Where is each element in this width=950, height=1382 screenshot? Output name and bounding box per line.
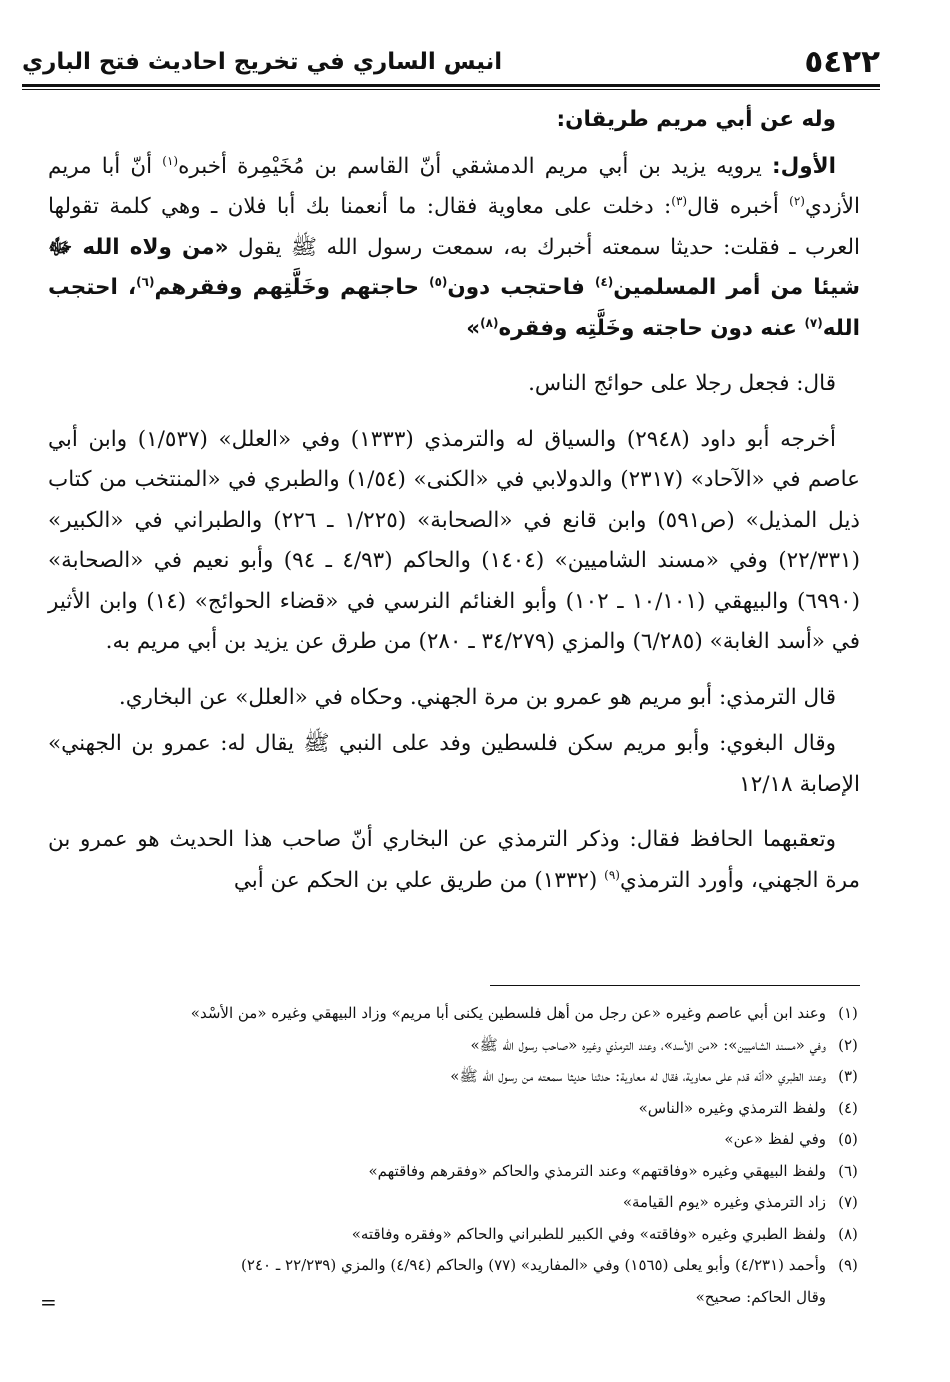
footnote-text: ولفظ البيهقي وغيره «وفاقتهم» وعند الترمذي والحاكم «وفقرهم وفاقتهم»: [368, 1161, 826, 1180]
footnote-number: (١): [838, 1004, 858, 1022]
quote-span: ، احتجب الله: [48, 275, 860, 341]
header-rule: [22, 84, 880, 87]
page-number: ٥٤٢٢: [804, 44, 880, 80]
footnote-number: (٨): [838, 1224, 858, 1243]
text-span: أخبره قال: [687, 194, 790, 219]
continuation-mark: =: [40, 1290, 57, 1314]
footnote-continuation: وقال الحاكم: صحيح»: [695, 1287, 826, 1306]
footnote-number: (٣): [838, 1067, 858, 1085]
footnote-number: (٢): [838, 1035, 858, 1054]
quote-span: حاجتهم وخَلَّتِهم وفقرهم: [154, 275, 430, 300]
footnote-text: ولفظ الترمذي وغيره «الناس»: [638, 1098, 826, 1117]
footnote-item: [50, 998, 870, 1030]
footnote-ref-8[interactable]: (٨): [480, 315, 499, 330]
quote-span: عنه دون حاجته وخَلَّتِه وفقره: [498, 315, 805, 341]
footnote-ref-1[interactable]: (١): [162, 153, 179, 168]
paragraph-hafiz: [48, 820, 860, 901]
footnote-ref-3[interactable]: (٣): [671, 193, 688, 208]
footnote-text: وفي «مسند الشاميين»: «من الأسد»، وعند الترمذي وغيره «صاحب رسول الله ﷺ»: [470, 1035, 826, 1054]
footnote-ref-5[interactable]: (٥): [429, 274, 448, 289]
paragraph-narration-end: قال: فجعل رجلا على حوائج الناس.: [528, 371, 836, 396]
header-rule-thin: [22, 89, 880, 90]
footnote-text: ولفظ الطبري وغيره «وفاقته» وفي الكبير للطبراني والحاكم «وفقره وفاقته»: [351, 1224, 826, 1243]
footnote-item: [50, 1156, 870, 1188]
footnote-item: [50, 1093, 870, 1125]
footnote-item: [50, 1030, 870, 1062]
footnote-text: وأحمد (٤/٢٣١) وأبو يعلى (١٥٦٥) وفي «المفاريد» (٧٧) والحاكم (٤/٩٤) والمزي (٢٢/٢٣٩ ـ ٢٤٠): [241, 1256, 826, 1274]
paragraph-first-route: [48, 147, 860, 350]
footnote-separator: [490, 985, 860, 986]
paragraph-baghawi: وقال البغوي: وأبو مريم سكن فلسطين وفد على النبي ﷺ يقال له: عمرو بن الجهني» الإصابة ١٢/١٨: [48, 731, 860, 797]
footnote-item: [50, 1187, 870, 1219]
page-header: [22, 42, 880, 82]
text-span: (١٣٣٢) من طريق علي بن الحكم عن أبي: [233, 867, 605, 893]
footnote-number: (٦): [838, 1161, 858, 1180]
footnote-text: وعند الطبري «أنّه قدم على معاوية، فقال له معاوية: حدثنا حديثا سمعته من رسول الله ﷺ»: [450, 1067, 826, 1085]
footnote-number: (٥): [838, 1130, 858, 1148]
main-text: [48, 100, 860, 916]
footnotes: [50, 998, 870, 1313]
footnote-ref-4[interactable]: (٤): [594, 274, 614, 289]
paragraph-takhrij: أخرجه أبو داود (٢٩٤٨) والسياق له والترمذي (١٣٣٣) وفي «العلل» (١/٥٣٧) وابن أبي عاصم في «الآحاد» (٢٣١٧) والدولابي في «الكنى» (١/٥٤) والطبري في «المنتخب من كتاب ذيل المذيل» (ص٥٩١) وابن قانع في «الصحابة» (١/٢٢٥ ـ ٢٢٦) والطبراني في «الكبير» (٢٢/٣٣١) وفي «مسند الشاميين» (١٤٠٤) والحاكم (٤/٩٣ ـ ٩٤) وأبو نعيم في «الصحابة» (٦٩٩٠) والبيهقي (١٠/١٠١ ـ ١٠٢) وأبو الغنائم النرسي في «قضاء الحوائج» (١٤) وابن الأثير في «أسد الغابة» (٦/٢٨٥) والمزي (٣٤/٢٧٩ ـ ٢٨٠) من طرق عن يزيد بن أبي مريم به.: [48, 426, 861, 654]
footnote-item: [50, 1061, 870, 1093]
footnote-ref-2[interactable]: (٢): [789, 193, 805, 208]
text-span: أنّ أبا مريم الأزدي: [48, 153, 860, 219]
footnote-text: زاد الترمذي وغيره «يوم القيامة»: [622, 1193, 826, 1211]
footnote-number: (٧): [838, 1193, 858, 1211]
text-span: وتعقبهما الحافظ فقال: وذكر الترمذي عن البخاري أنّ صاحب هذا الحديث هو عمرو بن مرة الجهني، وأورد الترمذي: [48, 827, 860, 893]
footnote-ref-9[interactable]: (٩): [604, 867, 620, 882]
footnote-item: [50, 1219, 870, 1251]
intro-text: وله عن أبي مريم طريقان:: [556, 107, 836, 132]
footnote-text: وعند ابن أبي عاصم وغيره «عن رجل من أهل فلسطين يكنى أبا مريم» وزاد البيهقي وغيره «من الأسْد»: [190, 1004, 826, 1022]
text-span: يرويه يزيد بن أبي مريم الدمشقي أنّ القاسم بن مُخَيْمِرة أخبره: [178, 153, 772, 179]
footnote-item: [50, 1250, 870, 1282]
footnote-ref-7[interactable]: (٧): [804, 315, 823, 330]
book-title: انيس الساري في تخريج احاديث فتح الباري: [22, 49, 503, 75]
quote-span: «من ولاه الله ﷻ شيئا من أمر المسلمين: [48, 234, 860, 300]
footnote-number: (٤): [838, 1098, 858, 1117]
route-label: الأول:: [772, 153, 836, 179]
footnote-text: وفي لفظ «عن»: [724, 1130, 826, 1148]
text-span: : دخلت على معاوية فقال: ما أنعمنا بك أبا فلان ـ وهي كلمة تقولها العرب ـ فقلت: حديثا سمعته أخبرك به، سمعت رسول الله ﷺ يقول: [48, 194, 860, 260]
quote-span: فاحتجب دون: [447, 275, 595, 300]
intro-line: [48, 100, 860, 141]
paragraph-tirmidhi: قال الترمذي: أبو مريم هو عمرو بن مرة الجهني. وحكاه في «العلل» عن البخاري.: [118, 684, 836, 710]
footnote-number: (٩): [838, 1256, 858, 1274]
footnote-item: [50, 1124, 870, 1156]
quote-span: »: [466, 315, 481, 341]
footnote-ref-6[interactable]: (٦): [136, 274, 155, 289]
